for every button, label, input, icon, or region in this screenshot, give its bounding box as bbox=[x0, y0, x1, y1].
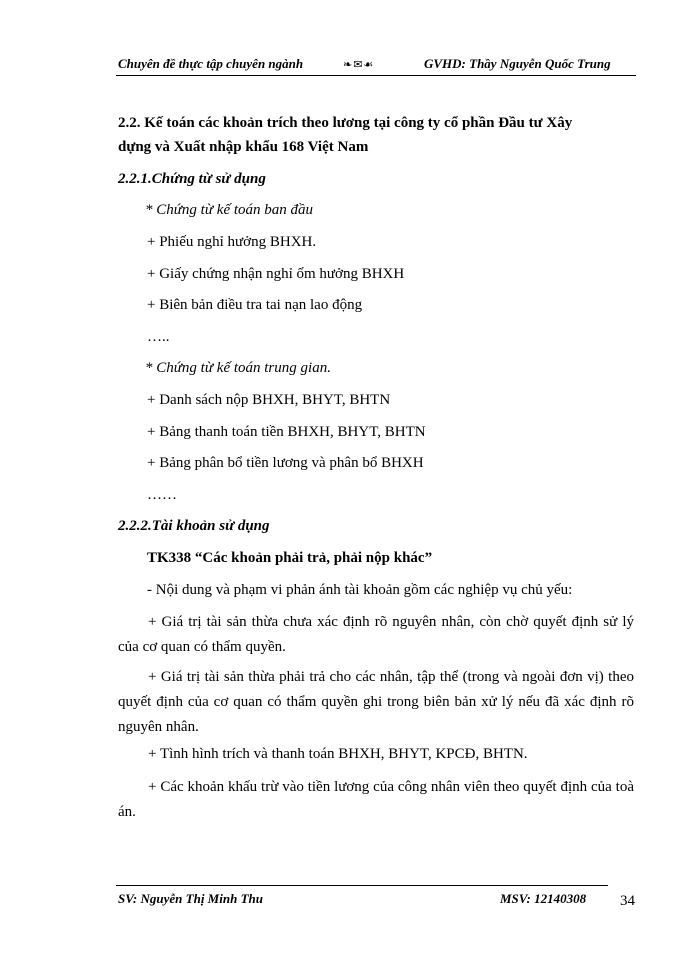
header-rule bbox=[116, 75, 636, 76]
group1-ellipsis: ….. bbox=[147, 329, 170, 345]
group2-ellipsis: …… bbox=[147, 487, 177, 503]
section-title-line1: 2.2. Kế toán các khoản trích theo lương tại công ty cổ phần Đầu tư Xây bbox=[118, 115, 573, 131]
section-title-line2: dựng và Xuất nhập khẩu 168 Việt Nam bbox=[118, 139, 369, 155]
group1-item-2: + Giấy chứng nhận nghỉ ốm hưởng BHXH bbox=[147, 266, 405, 282]
paragraph-2: + Giá trị tài sản thừa phải trả cho các nhân, tập thể (trong và ngoài đơn vị) theo quyết định của cơ quan có thẩm quyền ghi trong biên bản xử lý nếu đã xác định rõ nguyên nhân. bbox=[118, 669, 634, 735]
group2-item-2: + Bảng thanh toán tiền BHXH, BHYT, BHTN bbox=[147, 424, 426, 440]
account-intro: - Nội dung và phạm vi phản ánh tài khoản gồm các nghiệp vụ chủ yếu: bbox=[147, 582, 573, 598]
paragraph-4: + Các khoản khấu trừ vào tiền lương của công nhân viên theo quyết định của toà án. bbox=[118, 779, 634, 820]
header-right: GVHD: Thầy Nguyễn Quốc Trung bbox=[424, 56, 611, 71]
group2-title: * Chứng từ kế toán trung gian. bbox=[145, 360, 331, 376]
group1-item-3: + Biên bản điều tra tai nạn lao động bbox=[147, 297, 363, 313]
footer-rule bbox=[116, 885, 608, 886]
group2-item-3: + Bảng phân bổ tiền lương và phân bổ BHXH bbox=[147, 455, 424, 471]
group1-item-1: + Phiếu nghỉ hưởng BHXH. bbox=[147, 234, 317, 250]
paragraph-3: + Tình hình trích và thanh toán BHXH, BHYT, KPCĐ, BHTN. bbox=[148, 746, 528, 762]
footer-student: SV: Nguyễn Thị Minh Thu bbox=[118, 891, 263, 906]
group2-item-1: + Danh sách nộp BHXH, BHYT, BHTN bbox=[147, 392, 391, 408]
header-left: Chuyên đề thực tập chuyên ngành bbox=[118, 56, 304, 71]
account-title: TK338 “Các khoản phải trả, phải nộp khác” bbox=[147, 550, 433, 566]
page-number: 34 bbox=[620, 893, 635, 909]
sub1-heading: 2.2.1.Chứng từ sử dụng bbox=[118, 171, 266, 187]
header-ornament-icon: ❧✉☙ bbox=[343, 59, 375, 71]
sub2-heading: 2.2.2.Tài khoản sử dụng bbox=[118, 518, 270, 534]
paragraph-1: + Giá trị tài sản thừa chưa xác định rõ nguyên nhân, còn chờ quyết định sử lý của cơ quan có thẩm quyền. bbox=[118, 614, 634, 655]
group1-title: * Chứng từ kế toán ban đầu bbox=[145, 202, 314, 218]
footer-msv: MSV: 12140308 bbox=[500, 891, 587, 906]
